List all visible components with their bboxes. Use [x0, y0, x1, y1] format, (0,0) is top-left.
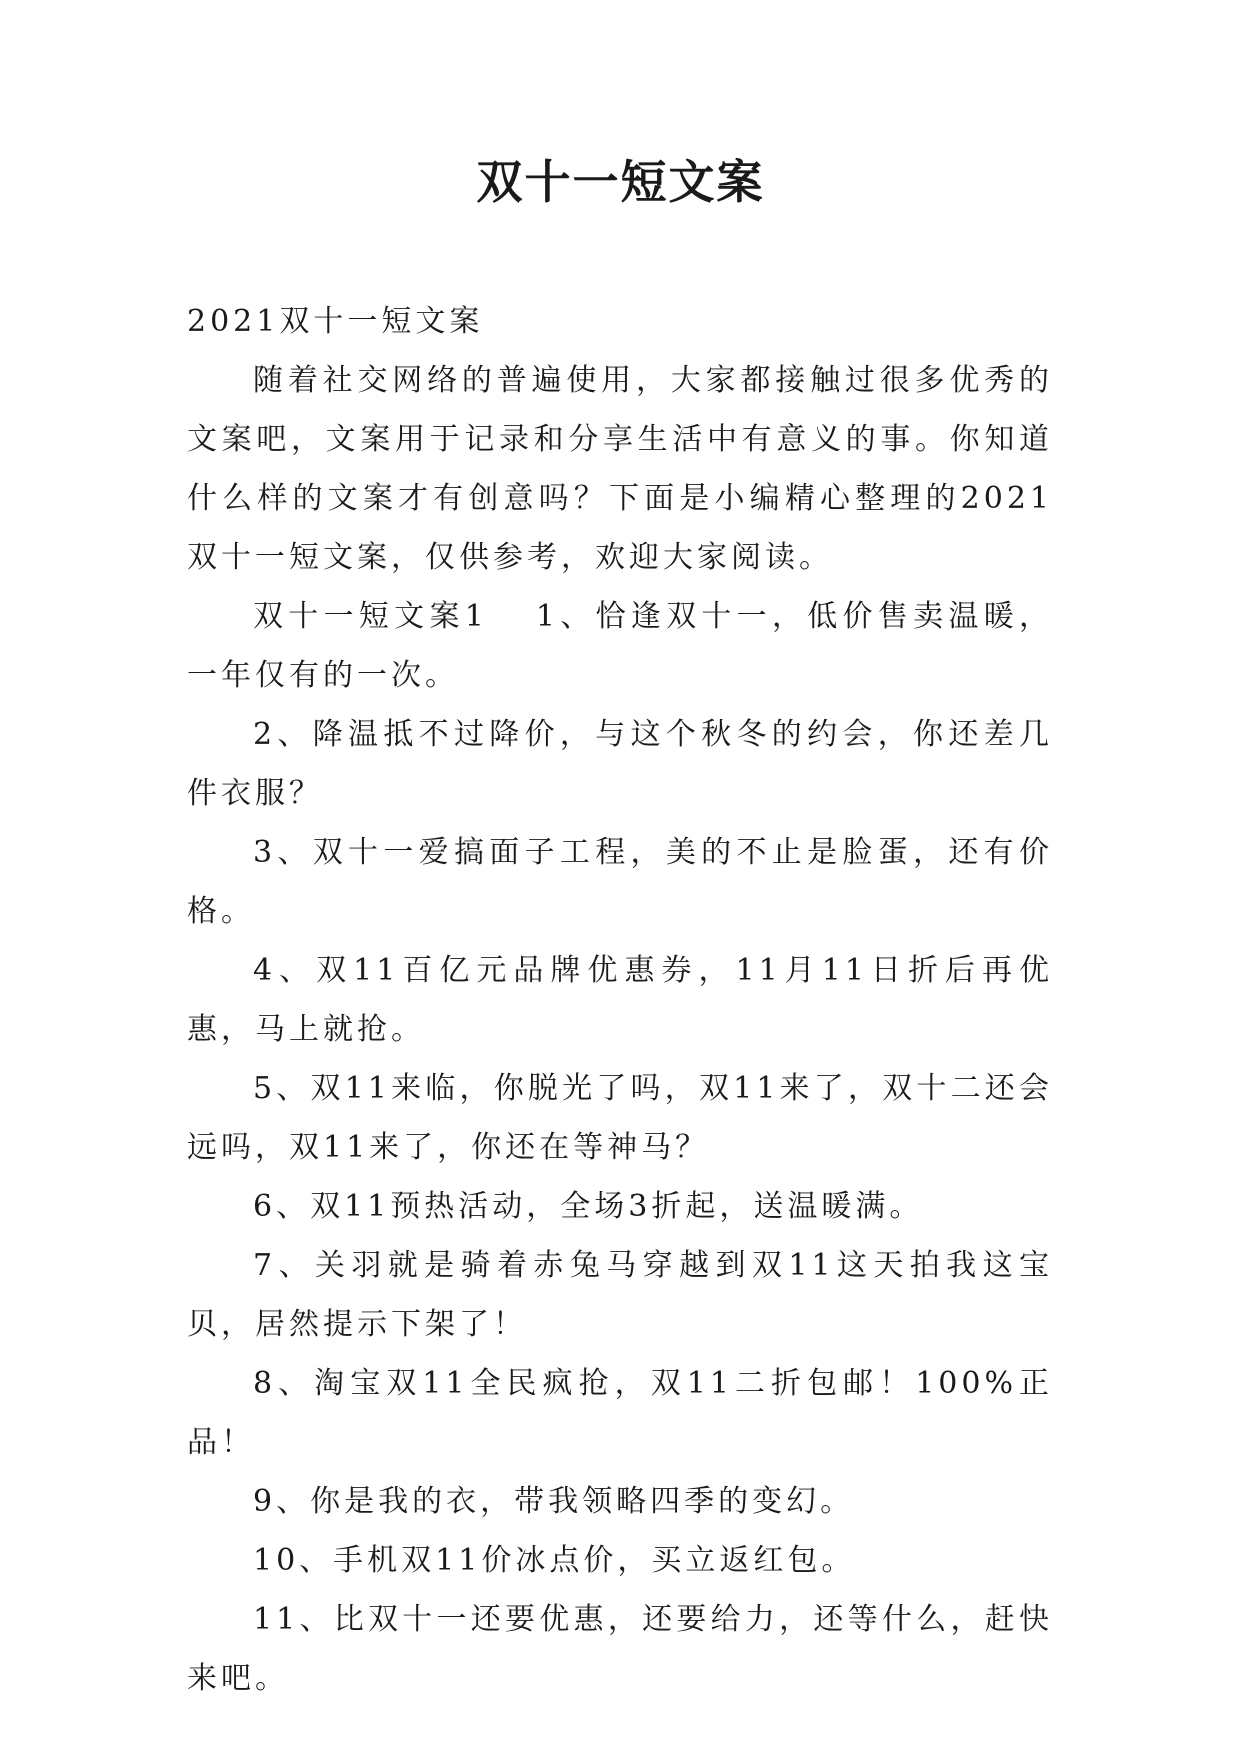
list-item: 3、双十一爱搞面子工程，美的不止是脸蛋，还有价格。 [187, 835, 1053, 929]
list-item: 8、淘宝双11全民疯抢，双11二折包邮！100%正品！ [187, 1366, 1053, 1460]
section-heading: 双十一短文案1 [253, 599, 488, 634]
document-body [187, 292, 1053, 1708]
document-title: 双十一短文案 [476, 155, 765, 209]
list-item: 10、手机双11价冰点价，买立返红包。 [253, 1543, 856, 1578]
list-item: 6、双11预热活动，全场3折起，送温暖满。 [253, 1189, 924, 1224]
intro-paragraph: 随着社交网络的普遍使用，大家都接触过很多优秀的文案吧，文案用于记录和分享生活中有意义的事。你知道什么样的文案才有创意吗？下面是小编精心整理的2021双十一短文案，仅供参考，欢迎大家阅读。 [187, 363, 1053, 575]
list-item-text: 1、恰逢双十一，低价售卖温暖，一年仅有的一次。 [187, 599, 1053, 693]
list-item: 11、比双十一还要优惠，还要给力，还等什么，赶快来吧。 [187, 1602, 1053, 1696]
list-item: 2、降温抵不过降价，与这个秋冬的约会，你还差几件衣服？ [187, 717, 1053, 811]
document-subtitle: 2021双十一短文案 [187, 304, 484, 339]
list-item: 4、双11百亿元品牌优惠券，11月11日折后再优惠，马上就抢。 [187, 953, 1053, 1047]
list-item: 7、关羽就是骑着赤兔马穿越到双11这天拍我这宝贝，居然提示下架了！ [187, 1248, 1053, 1342]
item-paragraph [187, 587, 1053, 705]
list-item: 9、你是我的衣，带我领略四季的变幻。 [253, 1484, 855, 1519]
list-item: 5、双11来临，你脱光了吗，双11来了，双十二还会远吗，双11来了，你还在等神马？ [187, 1071, 1053, 1165]
